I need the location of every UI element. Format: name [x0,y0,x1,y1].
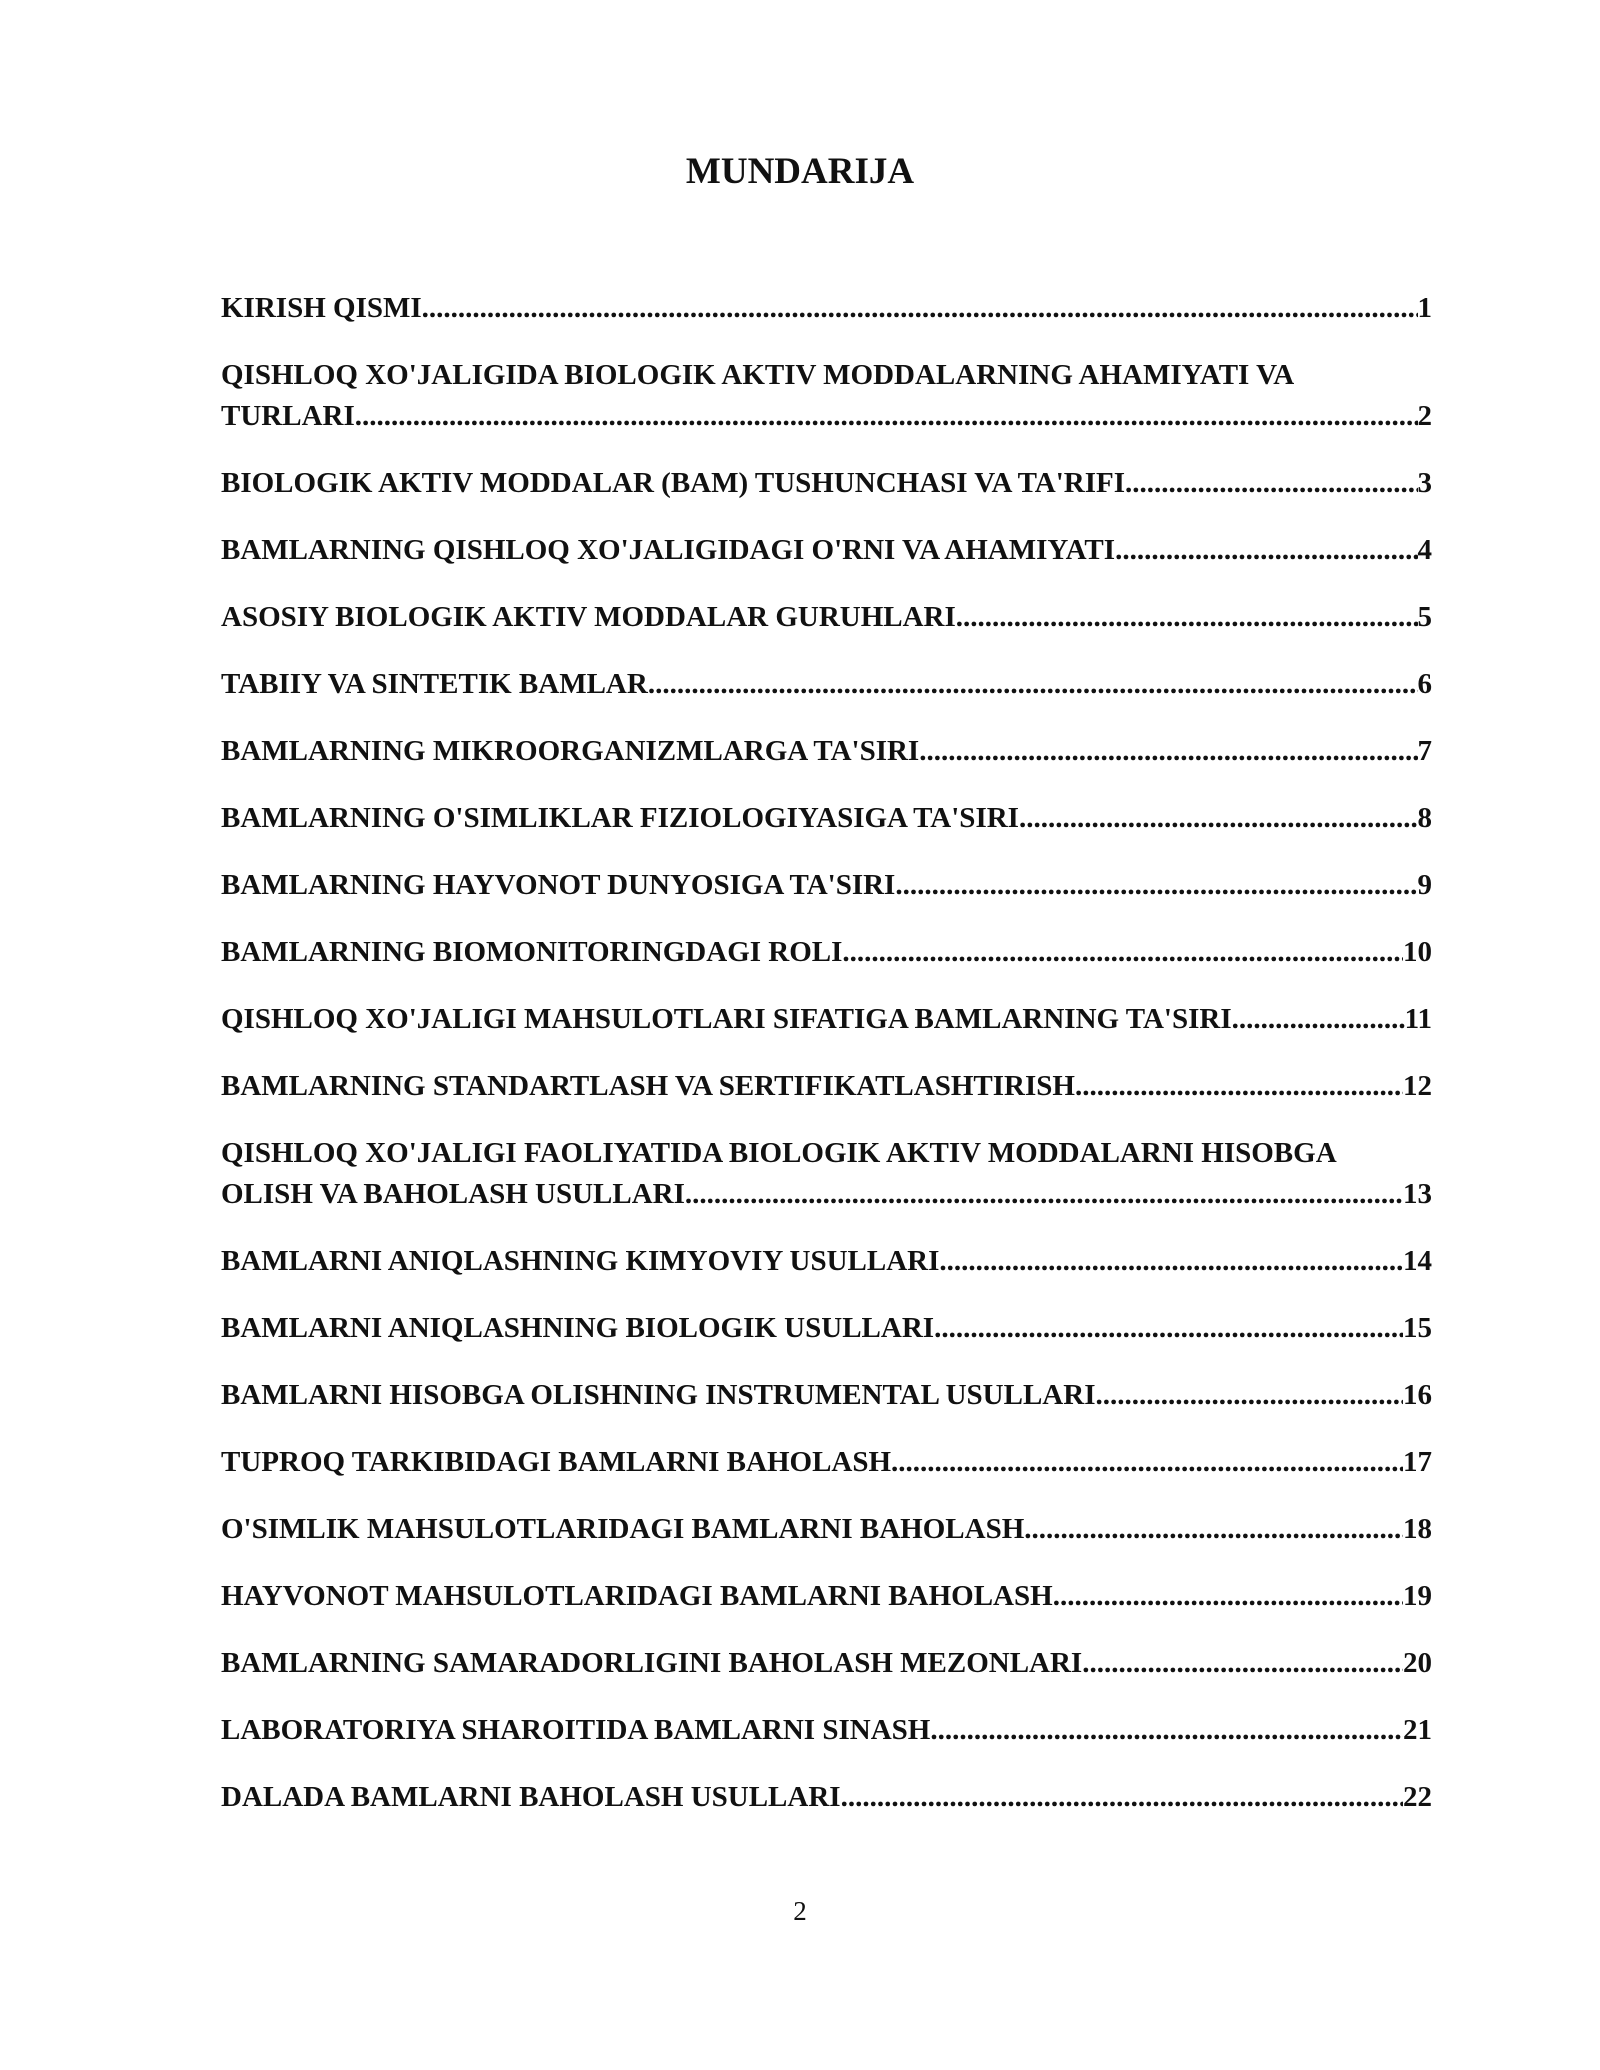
toc-entry-line [221,865,1432,906]
dot-leader [1024,1509,1403,1550]
dot-leader [1232,999,1405,1040]
toc-entry-title: OLISH VA BAHOLASH USULLARI [221,1178,685,1210]
dot-leader [685,1174,1403,1215]
toc-entry-line [221,1066,1432,1107]
toc-entry[interactable] [221,530,1432,571]
toc-entry-title: BAMLARNING O'SIMLIKLAR FIZIOLOGIYASIGA TA'SIRI [221,802,1019,834]
toc-entry[interactable] [221,798,1432,839]
toc-entry-page: 2 [1417,400,1432,432]
dot-leader [895,865,1417,906]
toc-entry[interactable] [221,932,1432,973]
toc-entry[interactable] [221,1710,1432,1751]
toc-entry[interactable] [221,1241,1432,1282]
toc-entry[interactable] [221,865,1432,906]
dot-leader [1075,1066,1403,1107]
dot-leader [1125,463,1418,504]
dot-leader [930,1710,1403,1751]
dot-leader [939,1241,1403,1282]
toc-entry[interactable] [221,664,1432,705]
dot-leader [648,664,1418,705]
page-title: MUNDARIJA [685,151,915,192]
toc-entry-title: TABIIY VA SINTETIK BAMLAR [221,668,648,700]
toc-entry-line [221,288,1432,329]
toc-entry-line [221,932,1432,973]
dot-leader [355,396,1418,437]
toc-entry-page: 22 [1403,1781,1432,1813]
toc-entry-title: KIRISH QISMI [221,292,422,324]
toc-entry-title: BAMLARNI HISOBGA OLISHNING INSTRUMENTAL USULLARI [221,1379,1096,1411]
toc-entry[interactable] [221,1066,1432,1107]
toc-entry[interactable] [221,1442,1432,1483]
toc-entry-title: BAMLARNING MIKROORGANIZMLARGA TA'SIRI [221,735,920,767]
toc-entry-page: 11 [1404,1003,1432,1035]
toc-entry-line [221,1442,1432,1483]
toc-entry-page: 19 [1403,1580,1432,1612]
toc-entry[interactable] [221,1375,1432,1416]
toc-entry-title: BAMLARNING BIOMONITORINGDAGI ROLI [221,936,843,968]
toc-entry-title: TURLARI [221,400,355,432]
toc-entry[interactable] [221,1509,1432,1550]
toc-entry-title: QISHLOQ XO'JALIGI MAHSULOTLARI SIFATIGA BAMLARNING TA'SIRI [221,1003,1232,1035]
toc-entry[interactable] [221,597,1432,638]
toc-entry-title: LABORATORIYA SHAROITIDA BAMLARNI SINASH [221,1714,931,1746]
dot-leader [1095,1375,1403,1416]
toc-entry-line [221,1777,1432,1818]
toc-entry-page: 3 [1417,467,1432,499]
toc-entry-page: 20 [1403,1647,1432,1679]
toc-entry-line [221,1375,1432,1416]
dot-leader [842,932,1403,973]
toc-entry-page: 12 [1403,1070,1432,1102]
toc-entry-page: 6 [1417,668,1432,700]
toc-entry-page: 21 [1403,1714,1432,1746]
dot-leader [1115,530,1417,571]
toc-entry-title: DALADA BAMLARNI BAHOLASH USULLARI [221,1781,841,1813]
toc-entry[interactable] [221,1777,1432,1818]
toc-entry-page: 18 [1403,1513,1432,1545]
toc-entry-line [221,1308,1432,1349]
toc-entry-page: 4 [1417,534,1432,566]
toc-entry-line [221,597,1432,638]
toc-entry-title: BAMLARNING SAMARADORLIGINI BAHOLASH MEZONLARI [221,1647,1083,1679]
toc-entry-line [221,1241,1432,1282]
toc-entry-title: BAMLARNI ANIQLASHNING KIMYOVIY USULLARI [221,1245,940,1277]
toc-entry-title: BAMLARNING QISHLOQ XO'JALIGIDAGI O'RNI VA AHAMIYATI [221,534,1116,566]
dot-leader [1082,1643,1403,1684]
toc-entry-page: 7 [1417,735,1432,767]
toc-entry-page: 17 [1403,1446,1432,1478]
toc-entry-title: TUPROQ TARKIBIDAGI BAMLARNI BAHOLASH [221,1446,892,1478]
toc-entry-page: 1 [1417,292,1432,324]
toc-entry-title: ASOSIY BIOLOGIK AKTIV MODDALAR GURUHLARI [221,601,956,633]
toc-entry-title: BAMLARNI ANIQLASHNING BIOLOGIK USULLARI [221,1312,935,1344]
toc-entry-line [221,463,1432,504]
toc-entry[interactable] [221,1133,1432,1215]
toc-entry-line [221,999,1432,1040]
toc-entry-title: O'SIMLIK MAHSULOTLARIDAGI BAMLARNI BAHOLASH [221,1513,1025,1545]
toc-entry[interactable] [221,355,1432,437]
toc-entry-page: 16 [1403,1379,1432,1411]
dot-leader [956,597,1418,638]
toc-entry[interactable] [221,1576,1432,1617]
dot-leader [1019,798,1418,839]
toc-entry-title: BIOLOGIK AKTIV MODDALAR (BAM) TUSHUNCHASI VA TA'RIFI [221,467,1125,499]
toc-entry-title: HAYVONOT MAHSULOTLARIDAGI BAMLARNI BAHOLASH [221,1580,1053,1612]
toc-entry-line [221,1710,1432,1751]
toc-entry-line [221,731,1432,772]
toc-entry-page: 13 [1403,1178,1432,1210]
toc-entry[interactable] [221,288,1432,329]
toc-entry-page: 14 [1403,1245,1432,1277]
toc-entry-page: 5 [1417,601,1432,633]
toc-entry-line [221,530,1432,571]
toc-entry-line [221,1174,1432,1215]
toc-entry[interactable] [221,999,1432,1040]
toc-entry[interactable] [221,463,1432,504]
dot-leader [919,731,1417,772]
toc-entry[interactable] [221,1308,1432,1349]
toc-entry-line [221,798,1432,839]
page-number: 2 [793,1896,807,1926]
toc-entry-title: BAMLARNING STANDARTLASH VA SERTIFIKATLASHTIRISH [221,1070,1075,1102]
toc-entry-line [221,396,1432,437]
toc-entry-line [221,1576,1432,1617]
dot-leader [891,1442,1403,1483]
dot-leader [1053,1576,1403,1617]
toc-entry-line [221,664,1432,705]
toc-entry-page: 8 [1417,802,1432,834]
toc-entry-line [221,1509,1432,1550]
table-of-contents [221,288,1432,1844]
dot-leader [422,288,1418,329]
dot-leader [841,1777,1403,1818]
toc-entry-title-line: QISHLOQ XO'JALIGI FAOLIYATIDA BIOLOGIK AKTIV MODDALARNI HISOBGA [221,1137,1337,1169]
toc-entry-page: 10 [1403,936,1432,968]
dot-leader [934,1308,1403,1349]
toc-entry-title: BAMLARNING HAYVONOT DUNYOSIGA TA'SIRI [221,869,896,901]
toc-entry-page: 9 [1417,869,1432,901]
toc-entry-title-line: QISHLOQ XO'JALIGIDA BIOLOGIK AKTIV MODDALARNING AHAMIYATI VA [221,359,1295,391]
toc-entry[interactable] [221,1643,1432,1684]
toc-entry[interactable] [221,731,1432,772]
toc-entry-line [221,1643,1432,1684]
toc-entry-page: 15 [1403,1312,1432,1344]
